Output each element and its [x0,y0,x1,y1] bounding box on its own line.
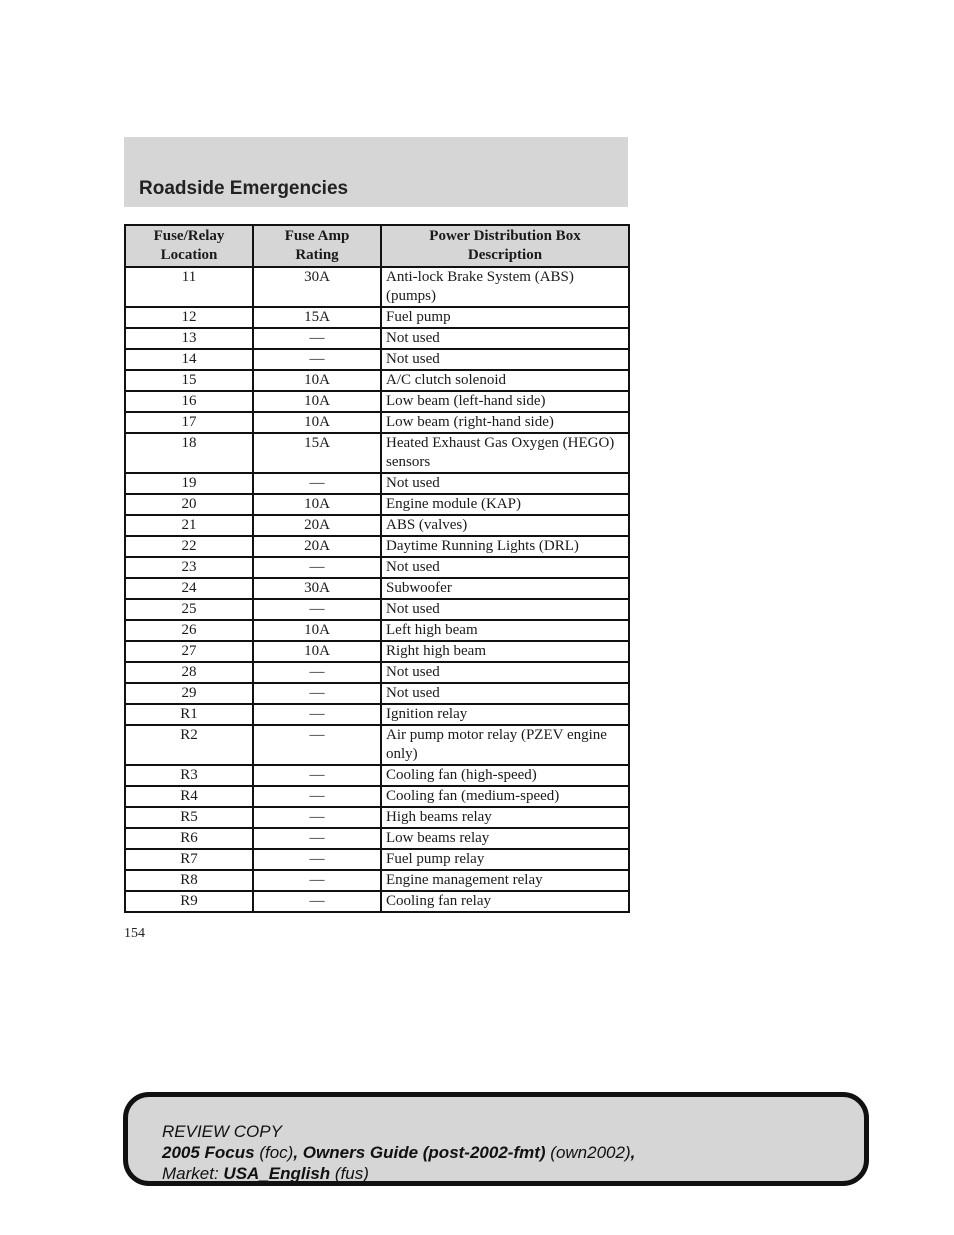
header-amp-rating [253,225,381,267]
cell-amp-rating: — [253,786,381,807]
cell-amp-rating: — [253,473,381,494]
cell-amp-rating: — [253,870,381,891]
cell-description: Right high beam [381,641,629,662]
cell-location: 17 [125,412,253,433]
table-row [125,494,629,515]
cell-location: 16 [125,391,253,412]
footer-market: USA_English [223,1164,331,1183]
cell-description: Subwoofer [381,578,629,599]
header-desc-line2: Description [467,247,543,263]
cell-description: Low beam (left-hand side) [381,391,629,412]
cell-location: 20 [125,494,253,515]
cell-description: Fuel pump [381,307,629,328]
table-row [125,704,629,725]
cell-location: R8 [125,870,253,891]
table-row [125,267,629,307]
table-row [125,578,629,599]
cell-description: Cooling fan (high-speed) [381,765,629,786]
cell-amp-rating: 10A [253,370,381,391]
cell-description: Daytime Running Lights (DRL) [381,536,629,557]
footer-text [162,1121,635,1184]
cell-description: Not used [381,328,629,349]
cell-location: 28 [125,662,253,683]
table-row [125,349,629,370]
cell-location: 14 [125,349,253,370]
cell-amp-rating: — [253,704,381,725]
cell-amp-rating: 30A [253,578,381,599]
cell-description: Cooling fan (medium-speed) [381,786,629,807]
table-row [125,370,629,391]
cell-amp-rating: — [253,765,381,786]
cell-description: Engine module (KAP) [381,494,629,515]
table-row [125,307,629,328]
header-location [125,225,253,267]
table-body [125,267,629,912]
table-row [125,515,629,536]
cell-description: Air pump motor relay (PZEV engine only) [381,725,629,765]
cell-location: 18 [125,433,253,473]
cell-amp-rating: — [253,599,381,620]
table-row [125,891,629,912]
cell-location: 24 [125,578,253,599]
page-number: 154 [124,926,145,941]
section-title: Roadside Emergencies [139,178,349,199]
table-row [125,641,629,662]
header-desc-line1: Power Distribution Box [429,228,581,244]
cell-amp-rating: — [253,891,381,912]
cell-location: 25 [125,599,253,620]
cell-amp-rating: — [253,349,381,370]
cell-description: Left high beam [381,620,629,641]
table-row [125,412,629,433]
cell-description: Not used [381,557,629,578]
header-location-line1: Fuse/Relay [153,228,225,244]
cell-amp-rating: — [253,662,381,683]
cell-location: 12 [125,307,253,328]
cell-amp-rating: 15A [253,307,381,328]
table-row [125,557,629,578]
cell-location: R4 [125,786,253,807]
fuse-table [124,224,630,913]
table-row [125,849,629,870]
cell-description: ABS (valves) [381,515,629,536]
review-copy-footer [123,1092,869,1186]
cell-location: R9 [125,891,253,912]
cell-amp-rating: 10A [253,620,381,641]
cell-amp-rating: — [253,683,381,704]
cell-description: Not used [381,349,629,370]
cell-description: Not used [381,683,629,704]
cell-description: Fuel pump relay [381,849,629,870]
cell-amp-rating: 10A [253,494,381,515]
table-row [125,828,629,849]
cell-amp-rating: — [253,807,381,828]
table-row [125,536,629,557]
cell-location: 27 [125,641,253,662]
cell-amp-rating: — [253,725,381,765]
footer-model: 2005 Focus [162,1143,255,1162]
footer-guide: , Owners Guide (post-2002-fmt) [293,1143,546,1162]
cell-description: Low beams relay [381,828,629,849]
header-amp-line2: Rating [295,247,339,263]
table-row [125,473,629,494]
table-row [125,620,629,641]
cell-description: High beams relay [381,807,629,828]
cell-amp-rating: 15A [253,433,381,473]
cell-location: R7 [125,849,253,870]
table-row [125,725,629,765]
cell-location: 15 [125,370,253,391]
cell-amp-rating: — [253,328,381,349]
cell-location: 23 [125,557,253,578]
table-header-row [125,225,629,267]
table-row [125,328,629,349]
cell-description: Anti-lock Brake System (ABS) (pumps) [381,267,629,307]
table-row [125,786,629,807]
cell-description: Not used [381,473,629,494]
cell-description: Low beam (right-hand side) [381,412,629,433]
cell-location: R5 [125,807,253,828]
cell-location: 21 [125,515,253,536]
footer-guide-code: (own2002) [550,1143,631,1162]
cell-description: Not used [381,662,629,683]
cell-location: R3 [125,765,253,786]
cell-location: R6 [125,828,253,849]
section-header-band [124,137,628,207]
cell-location: 19 [125,473,253,494]
cell-description: Heated Exhaust Gas Oxygen (HEGO) sensors [381,433,629,473]
cell-description: Cooling fan relay [381,891,629,912]
cell-description: A/C clutch solenoid [381,370,629,391]
footer-review-copy: REVIEW COPY [162,1122,282,1141]
cell-location: 29 [125,683,253,704]
table-row [125,599,629,620]
table-row [125,433,629,473]
cell-location: 22 [125,536,253,557]
footer-model-code: (foc) [259,1143,294,1162]
cell-amp-rating: 30A [253,267,381,307]
cell-location: 11 [125,267,253,307]
cell-amp-rating: 10A [253,391,381,412]
cell-description: Ignition relay [381,704,629,725]
cell-amp-rating: — [253,828,381,849]
cell-location: R1 [125,704,253,725]
table-row [125,807,629,828]
footer-market-label: Market: [162,1164,219,1183]
table-row [125,683,629,704]
header-amp-line1: Fuse Amp [284,228,350,244]
header-location-line2: Location [160,247,218,263]
cell-amp-rating: 20A [253,515,381,536]
cell-location: 26 [125,620,253,641]
cell-amp-rating: 10A [253,641,381,662]
cell-description: Engine management relay [381,870,629,891]
cell-amp-rating: — [253,557,381,578]
cell-amp-rating: 10A [253,412,381,433]
table-row [125,870,629,891]
table-row [125,662,629,683]
cell-amp-rating: — [253,849,381,870]
cell-location: R2 [125,725,253,765]
table-row [125,391,629,412]
cell-location: 13 [125,328,253,349]
header-description [381,225,629,267]
table-row [125,765,629,786]
footer-comma: , [630,1143,636,1162]
footer-market-code: (fus) [334,1164,369,1183]
cell-description: Not used [381,599,629,620]
cell-amp-rating: 20A [253,536,381,557]
